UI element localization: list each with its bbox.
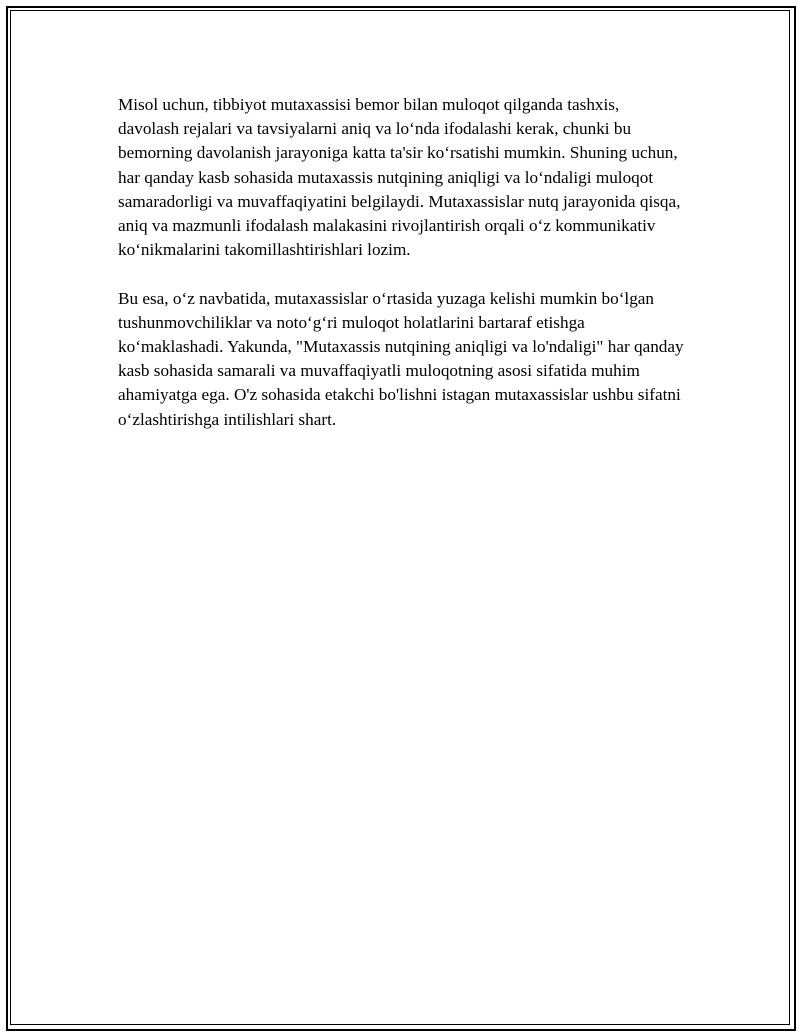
- paragraph-2: Bu esa, o‘z navbatida, mutaxassislar o‘rtasida yuzaga kelishi mumkin bo‘lgan tushunmovchiliklar va noto‘g‘ri muloqot holatlarini bartaraf etishga ko‘maklashadi. Yakunda, "Mutaxassis nutqining aniqligi va lo'ndaligi" har qanday kasb sohasida samarali va muvaffaqiyatli muloqotning asosi sifatida muhim ahamiyatga ega. O'z sohasida etakchi bo'lishni istagan mutaxassislar ushbu sifatni o‘zlashtirishga intilishlari shart.: [118, 288, 684, 429]
- page-body: [118, 93, 684, 432]
- paragraph-1: Misol uchun, tibbiyot mutaxassisi bemor bilan muloqot qilganda tashxis, davolash rejalari va tavsiyalarni aniq va lo‘nda ifodalashi kerak, chunki bu bemorning davolanish jarayoniga katta ta'sir ko‘rsatishi mumkin. Shuning uchun, har qanday kasb sohasida mutaxassis nutqining aniqligi va lo‘ndaligi muloqot samaradorligi va muvaffaqiyatini belgilaydi. Mutaxassislar nutq jarayonida qisqa, aniq va mazmunli ifodalash malakasini rivojlantirish orqali o‘z kommunikativ ko‘nikmalarini takomillashtirishlari lozim.: [118, 95, 681, 260]
